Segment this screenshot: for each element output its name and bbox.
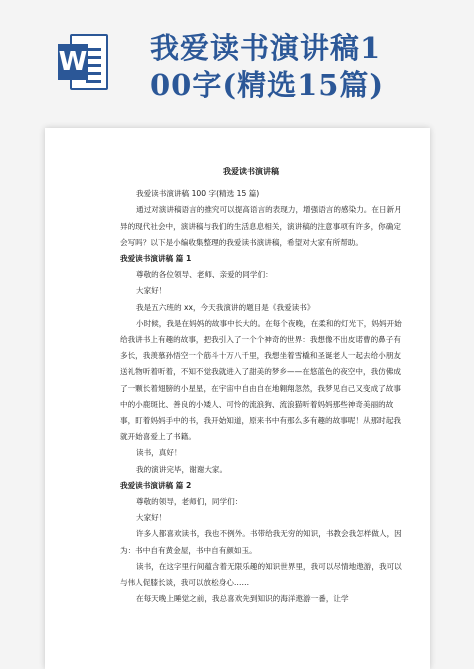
intro-paragraph: 通过对演讲稿语言的推究可以提高语言的表现力，增强语言的感染力。在日新月异的现代社会中，演讲稿与我们的生活息息相关，演讲稿的注意事项有许多，你确定会写吗？以下是小编收集整理的我爱读书演讲稿，希望对大家有所帮助。 xyxy=(120,205,402,247)
section-heading: 我爱读书演讲稿 篇 2 xyxy=(120,480,192,490)
paragraph: 大家好！ xyxy=(136,513,167,523)
document-title: 我爱读书演讲稿 xyxy=(223,167,279,176)
paragraph: 我的演讲完毕，谢谢大家。 xyxy=(136,464,228,474)
section-heading: 我爱读书演讲稿 篇 1 xyxy=(120,254,192,264)
paragraph: 大家好！ xyxy=(136,286,167,296)
document-content xyxy=(120,164,402,607)
document-subtitle: 我爱读书演讲稿 100 字(精选 15 篇) xyxy=(136,189,260,199)
header-banner xyxy=(0,0,474,120)
word-document-icon xyxy=(58,34,108,90)
paragraph: 读书，真好！ xyxy=(136,448,182,458)
paragraph: 尊敬的各位领导、老师、亲爱的同学们： xyxy=(136,270,273,280)
paragraph: 尊敬的领导，老师们，同学们： xyxy=(136,497,243,507)
page-title xyxy=(150,30,460,104)
title-line-2: 00字(精选15篇) xyxy=(150,68,385,102)
paragraph: 小时候，我是在妈妈的故事中长大的。在每个夜晚，在柔和的灯光下，妈妈开始给我讲书上有趣的故事，把我引入了一个个神奇的世界：我想像不出皮诺曹的鼻子有多长，我羡慕孙悟空一个筋斗十万八千里，我想坐着雪橇和圣诞老人一起去给小朋友送礼物听着听着，不知不觉我就进入了甜美的梦乡——在悠蓝色的夜空中，我仿佛成了一颗长着翅膀的小星星，在宇宙中自由自在地翱翔忽然，我梦见自己又变成了故事中的小鹿斑比、善良的小矮人、可怜的流浪狗、流浪猫听着妈妈那些神奇美丽的故事，盯着妈妈手中的书，我开始知道，原来书中有那么多有趣的故事呢！从那时起我就开始喜爱上了书籍。 xyxy=(120,318,402,442)
word-letter-badge: W xyxy=(58,44,88,80)
title-line-1: 我爱读书演讲稿1 xyxy=(150,31,382,65)
document-page xyxy=(45,128,430,669)
paragraph: 在每天晚上睡觉之前，我总喜欢先到知识的海洋遨游一番，让学 xyxy=(136,594,349,604)
paragraph: 读书，在这字里行间蕴含着无限乐趣的知识世界里，我可以尽情地遨游，我可以与伟人促膝长谈，我可以放松身心…… xyxy=(120,561,402,588)
paragraph: 我是五六班的 xx，今天我演讲的题目是《我爱读书》 xyxy=(136,302,315,312)
paragraph: 许多人都喜欢读书，我也不例外。书带给我无穷的知识，书教会我怎样做人，因为：书中自有黄金屋，书中自有颜如玉。 xyxy=(120,529,402,555)
